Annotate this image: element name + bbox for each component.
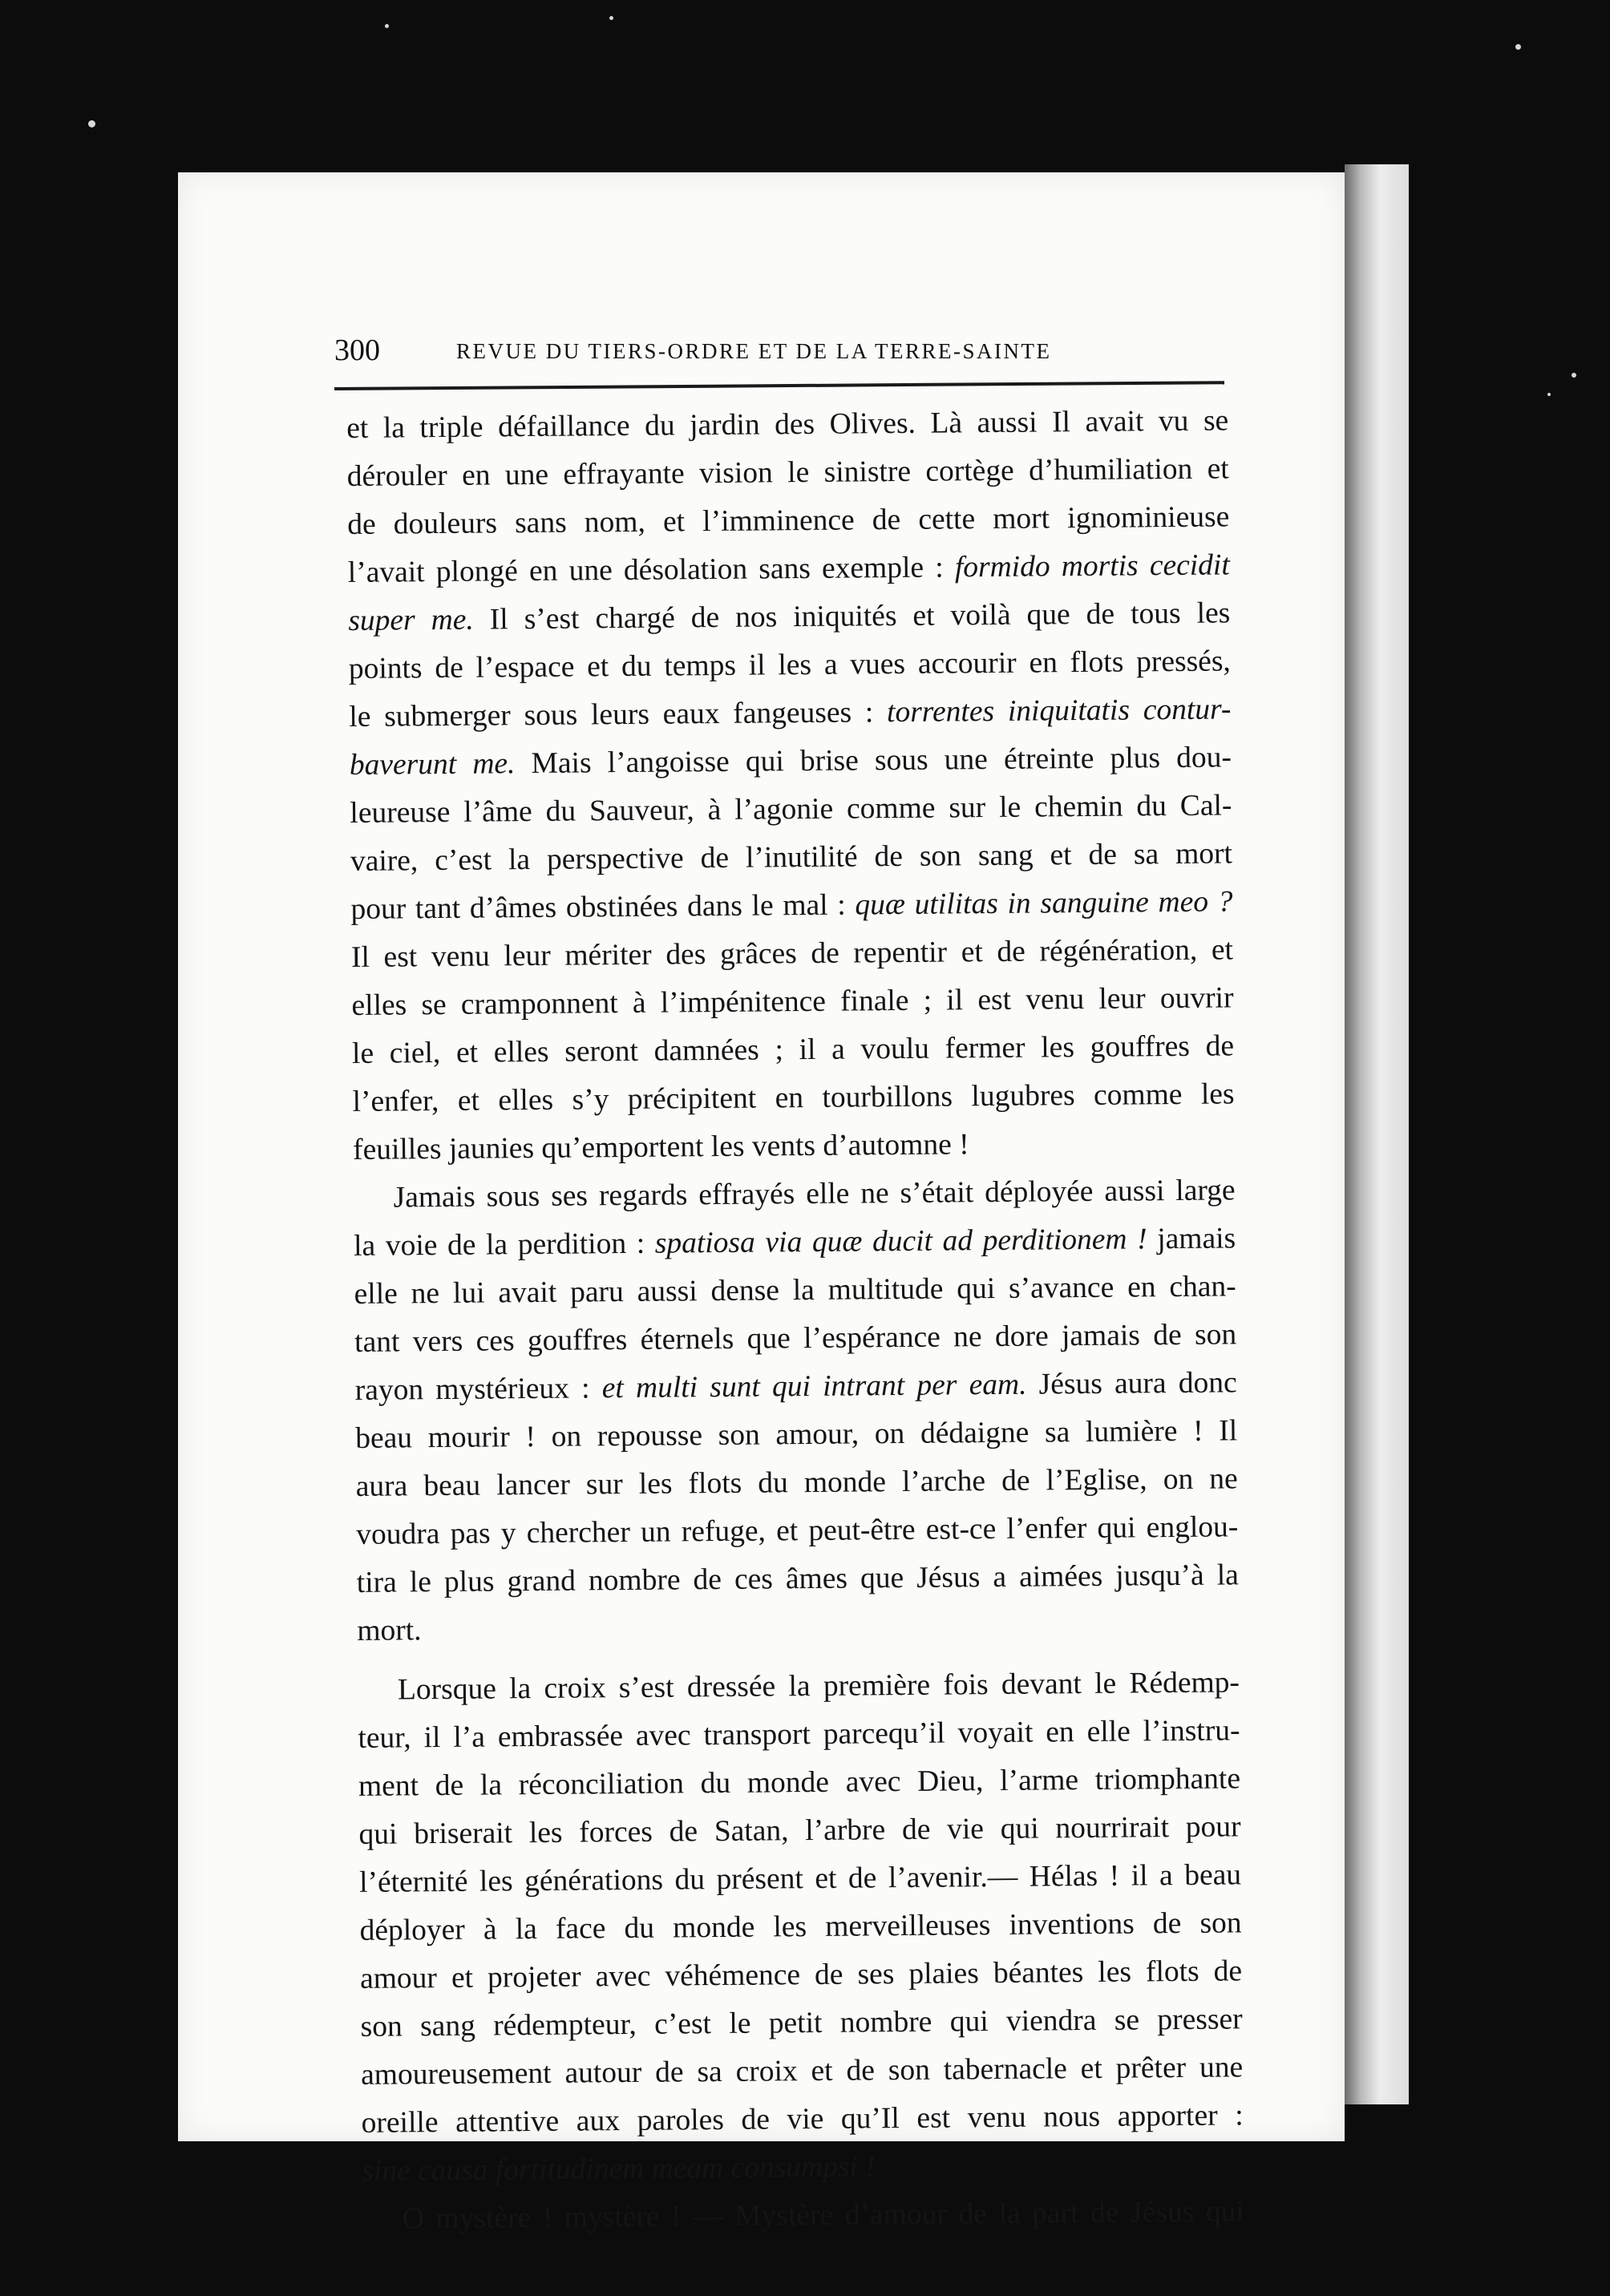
text-span: teur, il l’a embrassée avec transport parcequ’il voyait en elle l’instru- xyxy=(358,1714,1240,1755)
text-line xyxy=(350,734,1232,790)
text-line xyxy=(353,1118,1235,1174)
text-span: l’enfer, et elles s’y précipitent en tourbillons lugubres comme les xyxy=(352,1077,1235,1118)
text-span: tant vers ces gouffres éternels que l’espérance ne dore jamais de son xyxy=(354,1318,1237,1359)
text-line xyxy=(362,2140,1244,2196)
text-span: mort. xyxy=(357,1614,422,1647)
text-line xyxy=(348,541,1230,597)
text-span: Jésus aura donc xyxy=(1026,1366,1237,1401)
book-page xyxy=(178,172,1345,2236)
text-line xyxy=(350,878,1232,934)
text-line xyxy=(358,1707,1240,1763)
text-span: ment de la réconciliation du monde avec Dieu, l’arme triomphante xyxy=(358,1762,1241,1803)
text-line xyxy=(360,1947,1242,2003)
scan-speck xyxy=(88,120,95,127)
text-span: Mais l’angoisse qui brise sous une étreinte plus dou- xyxy=(515,741,1232,781)
latin-quote: baverunt me. xyxy=(349,747,516,782)
text-line xyxy=(354,1311,1236,1367)
text-line xyxy=(360,1995,1242,2051)
text-line xyxy=(346,397,1228,453)
text-line xyxy=(362,2188,1244,2244)
text-line xyxy=(357,1551,1239,1607)
scan-speck xyxy=(1515,44,1521,50)
text-line xyxy=(350,830,1232,886)
text-line xyxy=(361,2043,1243,2100)
text-span: leureuse l’âme du Sauveur, à l’agonie comme sur le chemin du Cal- xyxy=(350,789,1232,830)
text-line xyxy=(355,1407,1237,1463)
header-rule xyxy=(334,381,1224,390)
text-line xyxy=(358,1659,1240,1715)
text-span: O mystère ! mystère ! — Mystère d’amour de la part de Jésus qui xyxy=(402,2195,1244,2236)
scan-speck xyxy=(1572,373,1576,378)
latin-quote: sine causa fortitudinem meam consumpsi ! xyxy=(362,2150,876,2188)
text-span: elle ne lui avait paru aussi dense la multitude qui s’avance en chan- xyxy=(354,1270,1236,1311)
text-span: beau mourir ! on repousse son amour, on dédaigne sa lumière ! Il xyxy=(355,1414,1238,1455)
text-line xyxy=(352,1070,1234,1126)
scan-speck xyxy=(609,16,613,20)
text-line xyxy=(357,1599,1239,1655)
latin-quote: super me. xyxy=(348,603,474,637)
text-span: vaire, c’est la perspective de l’inutilité de son sang et de sa mort xyxy=(350,837,1233,878)
text-span: amour et projeter avec véhémence de ses plaies béantes les flots de xyxy=(359,1954,1243,1995)
text-line xyxy=(358,1803,1240,1859)
text-line xyxy=(356,1503,1238,1559)
text-span: rayon mystérieux : xyxy=(354,1372,602,1407)
text-line xyxy=(347,445,1229,501)
scan-speck xyxy=(1547,393,1551,396)
text-span: Il est venu leur mériter des grâces de repentir et de régénération, et xyxy=(350,933,1234,974)
text-span: Il s’est chargé de nos iniquités et voilà que de tous les xyxy=(473,596,1231,637)
page-header xyxy=(334,333,1224,381)
text-line xyxy=(351,974,1233,1030)
text-line xyxy=(354,1263,1236,1319)
text-line xyxy=(356,1455,1238,1511)
text-span: tira le plus grand nombre de ces âmes que Jésus a aimées jusqu’à la xyxy=(356,1558,1239,1599)
text-line xyxy=(359,1851,1241,1907)
scan-speck xyxy=(385,24,389,28)
text-line xyxy=(354,1215,1236,1271)
text-span: le ciel, et elles seront damnées ; il a voulu fermer les gouffres de xyxy=(351,1029,1235,1070)
text-line xyxy=(352,1022,1234,1078)
text-span: le submerger sous leurs eaux fangeuses : xyxy=(349,696,888,734)
text-line xyxy=(353,1166,1235,1223)
text-span: jamais xyxy=(1147,1222,1236,1256)
text-span: et la triple défaillance du jardin des Olives. Là aussi Il avait vu se xyxy=(346,404,1229,445)
running-title: REVUE DU TIERS-ORDRE ET DE LA TERRE-SAINTE xyxy=(456,339,1052,363)
text-line xyxy=(349,685,1231,742)
text-span: pour tant d’âmes obstinées dans le mal : xyxy=(350,888,856,926)
text-span: son sang rédempteur, c’est le petit nombre qui viendra se presser xyxy=(360,2003,1243,2043)
latin-quote: quæ utilitas in sanguine meo ? xyxy=(855,885,1233,922)
text-span: dérouler en une effrayante vision le sinistre cortège d’humiliation et xyxy=(346,452,1229,493)
text-span: de douleurs sans nom, et l’imminence de cette mort ignominieuse xyxy=(347,500,1230,541)
text-line xyxy=(349,637,1231,693)
text-line xyxy=(347,493,1229,549)
text-span: la voie de la perdition : xyxy=(353,1227,655,1263)
text-line xyxy=(358,1755,1240,1811)
adjacent-page-edge xyxy=(1345,164,1409,2104)
latin-quote: formido mortis cecidit xyxy=(954,548,1230,584)
latin-quote: et multi sunt qui intrant per eam. xyxy=(601,1368,1027,1405)
text-line xyxy=(359,1899,1241,1955)
text-body xyxy=(346,397,1244,2244)
text-span: l’avait plongé en une désolation sans exemple : xyxy=(347,551,956,589)
text-span: Jamais sous ses regards effrayés elle ne s’était déployée aussi large xyxy=(393,1174,1236,1215)
text-span: points de l’espace et du temps il les a vues accourir en flots pressés, xyxy=(348,645,1232,685)
latin-quote: spatiosa via quæ ducit ad perditionem ! xyxy=(654,1223,1147,1260)
text-span: déployer à la face du monde les merveilleuses inventions de son xyxy=(359,1906,1242,1947)
text-span: feuilles jaunies qu’emportent les vents d’automne ! xyxy=(352,1128,969,1166)
text-span: amoureusement autour de sa croix et de son tabernacle et prêter une xyxy=(361,2051,1244,2092)
text-line xyxy=(354,1359,1236,1415)
text-line xyxy=(348,589,1230,645)
text-span: aura beau lancer sur les flots du monde l’arche de l’Eglise, on ne xyxy=(355,1462,1238,1503)
text-line xyxy=(350,782,1232,838)
text-span: qui briserait les forces de Satan, l’arbre de vie qui nourrirait pour xyxy=(358,1810,1241,1851)
text-span: voudra pas y chercher un refuge, et peut-être est-ce l’enfer qui englou- xyxy=(356,1510,1239,1551)
text-span: Lorsque la croix s’est dressée la première fois devant le Rédemp- xyxy=(397,1666,1240,1707)
text-span: oreille attentive aux paroles de vie qu’Il est venu nous apporter : xyxy=(361,2099,1244,2140)
page-number: 300 xyxy=(334,333,380,367)
text-line xyxy=(351,926,1233,982)
text-span: l’éternité les générations du présent et de l’avenir.— Hélas ! il a beau xyxy=(358,1858,1242,1899)
latin-quote: torrentes iniquitatis contur- xyxy=(886,693,1232,730)
text-span: elles se cramponnent à l’impénitence finale ; il est venu leur ouvrir xyxy=(351,981,1234,1022)
text-line xyxy=(361,2092,1243,2148)
